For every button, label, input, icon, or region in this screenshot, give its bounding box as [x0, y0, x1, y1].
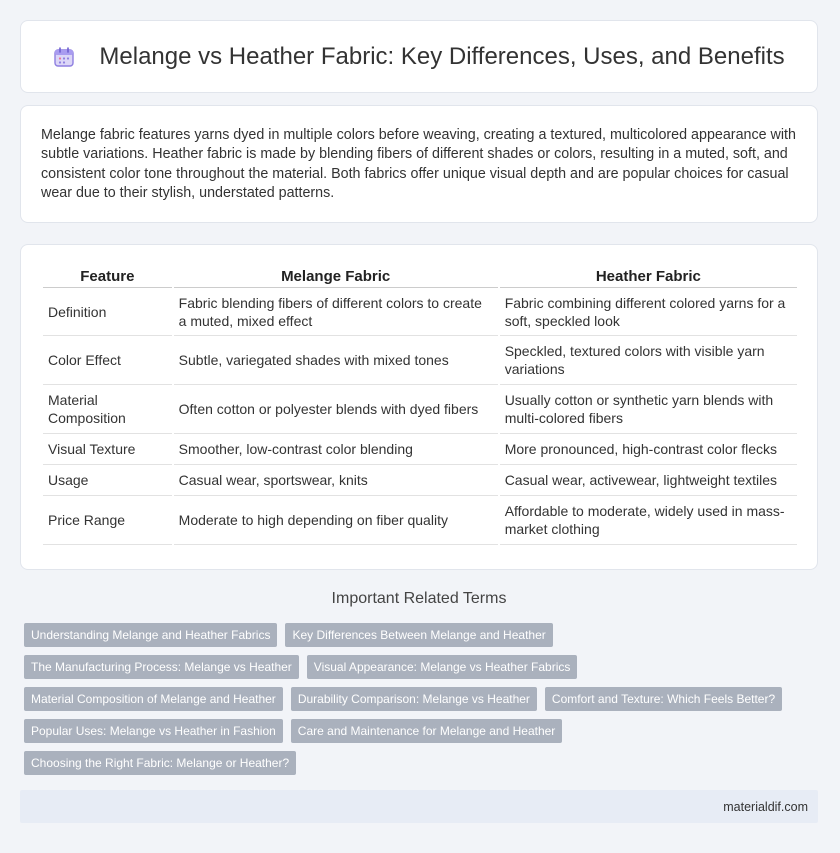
related-term-link[interactable]: Choosing the Right Fabric: Melange or Heather?	[24, 751, 296, 775]
table-cell-feature: Price Range	[43, 496, 172, 545]
table-cell-heather: Speckled, textured colors with visible yarn variations	[500, 336, 797, 385]
table-cell-melange: Casual wear, sportswear, knits	[174, 465, 498, 496]
related-term-link[interactable]: Understanding Melange and Heather Fabrics	[24, 623, 277, 647]
table-cell-heather: Affordable to moderate, widely used in mass-market clothing	[500, 496, 797, 545]
related-terms-list	[24, 623, 814, 783]
page-title	[53, 43, 784, 71]
table-row	[43, 465, 797, 496]
table-cell-melange: Fabric blending fibers of different colors to create a muted, mixed effect	[174, 288, 498, 336]
table-row	[43, 496, 797, 545]
table-header-row	[43, 263, 797, 288]
table-row	[43, 336, 797, 385]
related-terms-section	[20, 590, 818, 770]
related-term-link[interactable]: Care and Maintenance for Melange and Heather	[291, 719, 563, 743]
related-terms-title: Important Related Terms	[331, 590, 507, 607]
table-row	[43, 385, 797, 434]
table-cell-heather: Casual wear, activewear, lightweight textiles	[500, 465, 797, 496]
table-row	[43, 288, 797, 336]
table-row	[43, 434, 797, 465]
table-cell-melange: Moderate to high depending on fiber quality	[174, 496, 498, 545]
footer	[20, 790, 818, 823]
table-cell-feature: Visual Texture	[43, 434, 172, 465]
related-term-link[interactable]: Visual Appearance: Melange vs Heather Fabrics	[307, 655, 578, 679]
column-header-feature: Feature	[43, 263, 172, 288]
table-cell-heather: More pronounced, high-contrast color flecks	[500, 434, 797, 465]
table-cell-feature: Color Effect	[43, 336, 172, 385]
related-term-link[interactable]: Key Differences Between Melange and Heather	[285, 623, 552, 647]
table-cell-melange: Often cotton or polyester blends with dyed fibers	[174, 385, 498, 434]
related-term-link[interactable]: Popular Uses: Melange vs Heather in Fashion	[24, 719, 283, 743]
related-term-link[interactable]: The Manufacturing Process: Melange vs Heather	[24, 655, 299, 679]
table-cell-heather: Usually cotton or synthetic yarn blends with multi-colored fibers	[500, 385, 797, 434]
header-card	[20, 20, 818, 93]
intro-paragraph: Melange fabric features yarns dyed in multiple colors before weaving, creating a textured, multicolored appearance with subtle variations. Heather fabric is made by blending fibers of different shades or colors, resulting in a muted, soft, and consistent color tone throughout the material. Both fabrics offer unique visual depth and are popular choices for casual wear due to their stylish, understated patterns.	[41, 127, 796, 202]
table-cell-heather: Fabric combining different colored yarns for a soft, speckled look	[500, 288, 797, 336]
related-term-link[interactable]: Material Composition of Melange and Heather	[24, 687, 283, 711]
calendar-icon	[53, 46, 75, 68]
footer-site-link[interactable]: materialdif.com	[723, 799, 808, 814]
table-cell-melange: Smoother, low-contrast color blending	[174, 434, 498, 465]
table-cell-feature: Material Composition	[43, 385, 172, 434]
page-title-text: Melange vs Heather Fabric: Key Differences, Uses, and Benefits	[99, 42, 785, 70]
table-cell-feature: Definition	[43, 288, 172, 336]
table-cell-feature: Usage	[43, 465, 172, 496]
related-term-link[interactable]: Comfort and Texture: Which Feels Better?	[545, 687, 782, 711]
comparison-table-card	[20, 244, 818, 570]
intro-card	[20, 105, 818, 223]
related-term-link[interactable]: Durability Comparison: Melange vs Heather	[291, 687, 537, 711]
column-header-melange: Melange Fabric	[174, 263, 498, 288]
table-cell-melange: Subtle, variegated shades with mixed tones	[174, 336, 498, 385]
comparison-table	[41, 263, 799, 545]
column-header-heather: Heather Fabric	[500, 263, 797, 288]
